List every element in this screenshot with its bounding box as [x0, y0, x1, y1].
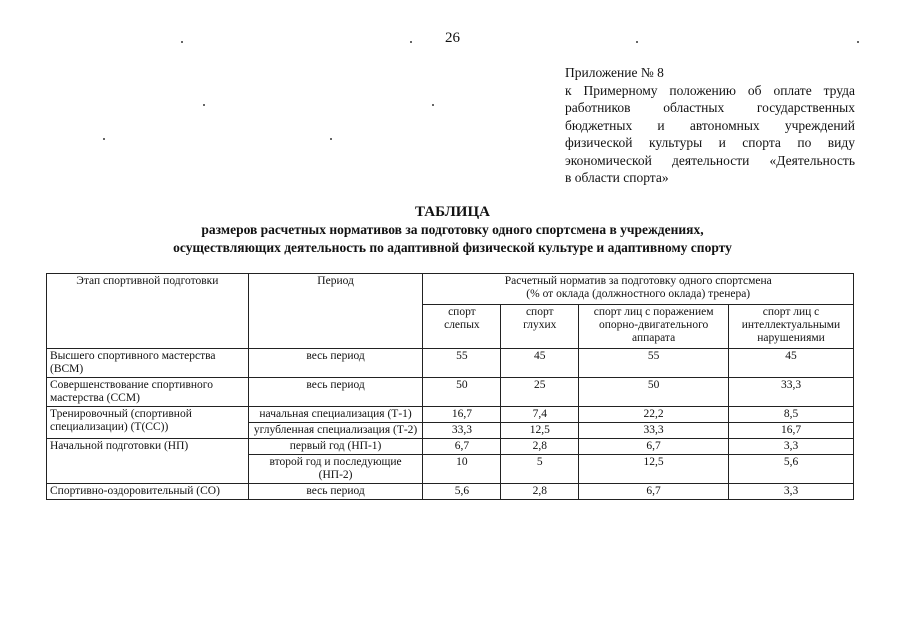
value-cell: 25	[501, 378, 579, 407]
value-cell: 7,4	[501, 407, 579, 423]
value-cell: 22,2	[579, 407, 729, 423]
period-cell: весь период	[248, 484, 423, 500]
value-cell: 45	[501, 349, 579, 378]
header-text: нарушениями	[757, 331, 825, 344]
header-text: интеллектуальными	[741, 318, 841, 331]
header-stage: Этап спортивной подготовки	[47, 274, 249, 349]
scan-speck	[203, 104, 205, 106]
header-text: опорно-двигательного	[598, 318, 709, 331]
appendix-header	[565, 64, 855, 187]
table-row	[47, 484, 854, 500]
value-cell: 33,3	[423, 423, 501, 439]
value-cell: 50	[423, 378, 501, 407]
value-cell: 2,8	[501, 439, 579, 455]
appendix-title: Приложение № 8	[565, 65, 664, 80]
appendix-line: в области спорта»	[565, 170, 669, 185]
scan-speck	[410, 41, 412, 43]
value-cell: 6,7	[423, 439, 501, 455]
page-number: 26	[445, 30, 460, 46]
scan-speck	[432, 104, 434, 106]
header-musculoskeletal	[579, 304, 729, 348]
table-row	[47, 349, 854, 378]
value-cell: 45	[729, 349, 854, 378]
value-cell: 33,3	[579, 423, 729, 439]
appendix-line: к Примерному положению об оплате труда	[565, 82, 855, 98]
scan-speck	[636, 41, 638, 43]
subtitle-line: осуществляющих деятельность по адаптивной физической культуре и адаптивному спорту	[173, 240, 732, 255]
header-blind	[423, 304, 501, 348]
table-row	[47, 378, 854, 407]
value-cell: 8,5	[729, 407, 854, 423]
header-text: спорт	[525, 305, 554, 318]
header-norm-line: (% от оклада (должностного оклада) тренера)	[526, 288, 751, 300]
header-deaf	[501, 304, 579, 348]
value-cell: 55	[423, 349, 501, 378]
norms-table	[46, 273, 854, 500]
table-row	[47, 439, 854, 455]
appendix-line: физической культуры и спорта по виду	[565, 135, 855, 150]
stage-cell: Тренировочный (спортивной специализации) (Т(СС))	[47, 407, 249, 439]
value-cell: 2,8	[501, 484, 579, 500]
table-header-row	[47, 274, 854, 305]
header-intellectual	[729, 304, 854, 348]
value-cell: 50	[579, 378, 729, 407]
header-norm-line: Расчетный норматив за подготовку одного спортсмена	[504, 275, 772, 287]
period-cell: начальная специализация (Т-1)	[248, 407, 423, 423]
period-cell: весь период	[248, 378, 423, 407]
value-cell: 10	[423, 455, 501, 484]
scan-speck	[181, 41, 183, 43]
scan-speck	[103, 138, 105, 140]
value-cell: 5,6	[729, 455, 854, 484]
period-cell: второй год и последующие (НП-2)	[248, 455, 423, 484]
header-text: спорт лиц с поражением	[593, 305, 714, 318]
value-cell: 5	[501, 455, 579, 484]
table-subtitle	[0, 221, 905, 257]
period-cell: первый год (НП-1)	[248, 439, 423, 455]
header-norm	[423, 274, 854, 305]
table-row	[47, 407, 854, 423]
appendix-line: экономической деятельности «Деятельность	[565, 152, 855, 168]
header-text: глухих	[523, 318, 557, 331]
appendix-line: бюджетных и автономных учреждений	[565, 117, 855, 133]
header-period: Период	[248, 274, 423, 349]
value-cell: 3,3	[729, 484, 854, 500]
scan-speck	[857, 41, 859, 43]
header-text: слепых	[444, 318, 480, 331]
stage-cell: Начальной подготовки (НП)	[47, 439, 249, 484]
period-cell: весь период	[248, 349, 423, 378]
value-cell: 16,7	[423, 407, 501, 423]
stage-cell: Спортивно-оздоровительный (СО)	[47, 484, 249, 500]
header-text: спорт лиц с	[762, 305, 820, 318]
value-cell: 55	[579, 349, 729, 378]
stage-cell: Высшего спортивного мастерства (ВСМ)	[47, 349, 249, 378]
value-cell: 12,5	[579, 455, 729, 484]
value-cell: 6,7	[579, 439, 729, 455]
value-cell: 5,6	[423, 484, 501, 500]
value-cell: 3,3	[729, 439, 854, 455]
value-cell: 33,3	[729, 378, 854, 407]
value-cell: 12,5	[501, 423, 579, 439]
header-text: аппарата	[632, 331, 676, 344]
stage-cell: Совершенствование спортивного мастерства (ССМ)	[47, 378, 249, 407]
header-text: спорт	[448, 305, 476, 318]
table-title: ТАБЛИЦА	[415, 204, 490, 220]
scan-speck	[330, 138, 332, 140]
appendix-line: работников областных государственных	[565, 100, 855, 115]
value-cell: 16,7	[729, 423, 854, 439]
value-cell: 6,7	[579, 484, 729, 500]
subtitle-line: размеров расчетных нормативов за подготовку одного спортсмена в учреждениях,	[201, 222, 704, 237]
period-cell: углубленная специализация (Т-2)	[248, 423, 423, 439]
